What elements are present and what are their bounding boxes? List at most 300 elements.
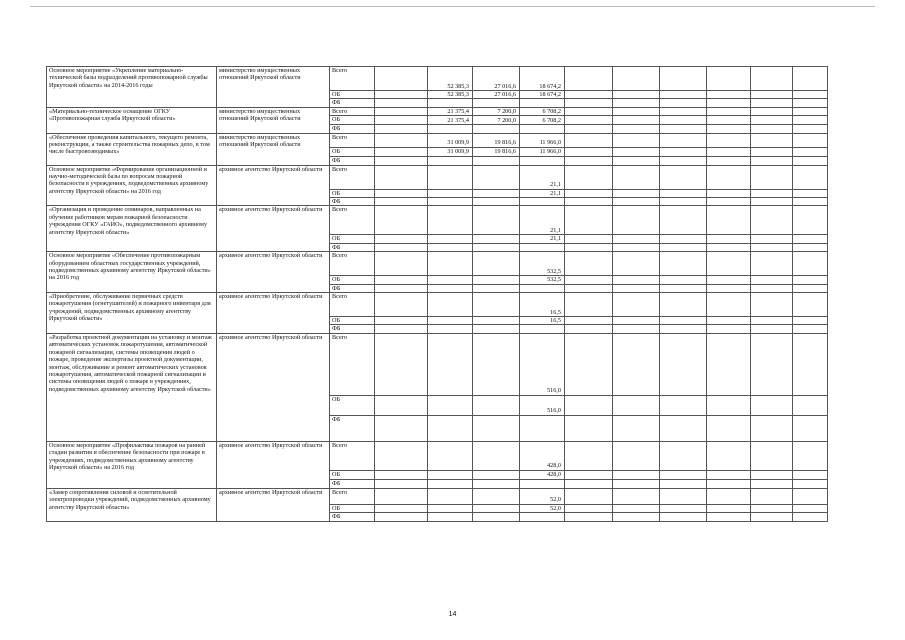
executor-cell: архивное агентство Иркутской области (217, 333, 330, 441)
empty-cell (793, 470, 828, 479)
funding-source-cell: ОБ (330, 395, 375, 415)
empty-cell (751, 293, 793, 317)
amount-cell: 516,0 (520, 395, 565, 415)
empty-cell (613, 198, 660, 206)
page-number: 14 (448, 611, 457, 618)
funding-source-cell: ФБ (330, 243, 375, 251)
funding-source-cell: Всего (330, 333, 375, 395)
amount-cell: 428,0 (520, 441, 565, 470)
empty-cell (707, 293, 751, 317)
amount-cell (520, 479, 565, 488)
funding-source-cell: ФБ (330, 198, 375, 206)
funding-source-cell: ОБ (330, 116, 375, 125)
empty-cell (707, 284, 751, 292)
empty-cell (707, 395, 751, 415)
empty-cell (751, 206, 793, 235)
amount-cell: 428,0 (520, 470, 565, 479)
empty-cell (707, 479, 751, 488)
empty-cell (707, 156, 751, 165)
empty-cell (751, 513, 793, 521)
empty-cell (751, 99, 793, 107)
empty-cell (751, 325, 793, 333)
funding-source-cell: ФБ (330, 156, 375, 165)
empty-cell (613, 67, 660, 91)
empty-cell (613, 317, 660, 325)
amount-cell: 31 009,9 (428, 147, 473, 156)
funding-source-cell: ФБ (330, 479, 375, 488)
budget-table (46, 66, 828, 522)
amount-cell: 16,5 (520, 317, 565, 325)
table-row (47, 206, 828, 235)
empty-cell (613, 243, 660, 251)
amount-cell (473, 125, 520, 133)
empty-cell (707, 333, 751, 395)
empty-cell (613, 395, 660, 415)
empty-cell (707, 99, 751, 107)
executor-cell: архивное агентство Иркутской области (217, 165, 330, 206)
amount-cell: 7 200,0 (473, 116, 520, 125)
empty-cell (707, 125, 751, 133)
amount-cell (520, 284, 565, 292)
amount-cell: 11 966,0 (520, 147, 565, 156)
empty-cell (565, 189, 613, 197)
empty-cell (793, 206, 828, 235)
empty-cell (565, 107, 613, 115)
empty-cell (613, 252, 660, 276)
amount-cell (473, 252, 520, 276)
executor-cell: министерство имущественных отношений Иркутской области (217, 133, 330, 165)
empty-cell (660, 133, 707, 147)
empty-cell (660, 125, 707, 133)
funding-source-cell: ФБ (330, 125, 375, 133)
empty-cell (565, 156, 613, 165)
empty-cell (707, 116, 751, 125)
amount-cell (520, 325, 565, 333)
amount-cell (428, 333, 473, 395)
empty-cell (707, 488, 751, 504)
amount-cell (428, 165, 473, 189)
empty-cell (613, 156, 660, 165)
amount-cell (520, 156, 565, 165)
executor-cell: архивное агентство Иркутской области (217, 252, 330, 293)
amount-cell: 27 016,6 (473, 91, 520, 99)
empty-cell (707, 91, 751, 99)
empty-cell (707, 147, 751, 156)
amount-cell (428, 198, 473, 206)
funding-source-cell: Всего (330, 293, 375, 317)
empty-cell (565, 165, 613, 189)
empty-cell (565, 513, 613, 521)
empty-cell (660, 189, 707, 197)
empty-cell (613, 513, 660, 521)
empty-cell (660, 206, 707, 235)
empty-cell (793, 125, 828, 133)
amount-cell: 52 385,3 (428, 67, 473, 91)
amount-cell (473, 325, 520, 333)
empty-cell (565, 470, 613, 479)
empty-cell (613, 189, 660, 197)
empty-cell (793, 415, 828, 441)
table-row (47, 107, 828, 115)
amount-cell (520, 243, 565, 251)
empty-cell (613, 147, 660, 156)
funding-source-cell: ОБ (330, 317, 375, 325)
empty-cell (613, 441, 660, 470)
amount-cell (428, 415, 473, 441)
amount-cell (428, 99, 473, 107)
empty-cell (793, 276, 828, 284)
empty-cell (793, 99, 828, 107)
empty-cell (660, 325, 707, 333)
amount-cell (428, 189, 473, 197)
empty-cell (660, 107, 707, 115)
empty-cell (565, 147, 613, 156)
empty-cell (660, 252, 707, 276)
amount-cell (473, 198, 520, 206)
empty-cell (660, 67, 707, 91)
empty-cell (793, 235, 828, 243)
empty-cell (793, 116, 828, 125)
empty-cell (707, 189, 751, 197)
empty-cell (660, 441, 707, 470)
empty-cell (613, 470, 660, 479)
table-row (47, 333, 828, 395)
amount-cell (428, 252, 473, 276)
empty-cell (565, 325, 613, 333)
empty-cell (565, 125, 613, 133)
empty-cell (565, 441, 613, 470)
amount-cell (473, 415, 520, 441)
empty-cell (751, 333, 793, 395)
empty-cell (751, 67, 793, 91)
empty-cell (707, 470, 751, 479)
empty-cell (660, 156, 707, 165)
amount-cell (473, 317, 520, 325)
empty-cell (660, 235, 707, 243)
empty-cell (660, 470, 707, 479)
amount-cell: 18 674,2 (520, 67, 565, 91)
empty-cell (660, 504, 707, 512)
funding-source-cell: Всего (330, 252, 375, 276)
empty-cell (565, 243, 613, 251)
empty-cell (613, 504, 660, 512)
empty-cell (751, 107, 793, 115)
amount-cell (428, 293, 473, 317)
empty-cell (751, 276, 793, 284)
measure-name-cell: «Материально-техническое оснащение ОГКУ «Противопожарная служба Иркутской области» (47, 107, 217, 133)
amount-cell (473, 333, 520, 395)
empty-cell (707, 317, 751, 325)
amount-cell (428, 395, 473, 415)
amount-cell: 52,0 (520, 504, 565, 512)
empty-cell (660, 198, 707, 206)
empty-cell (613, 206, 660, 235)
empty-cell (660, 116, 707, 125)
measure-name-cell: «Организация и проведение семинаров, направленных на обучение работников мерам пожарной безопасности учреждения ОГКУ «ГАИО», подведомственного архивному агентству Иркутской области» (47, 206, 217, 252)
amount-cell: 21,1 (520, 235, 565, 243)
funding-source-cell: ФБ (330, 513, 375, 521)
amount-cell: 21 375,4 (428, 107, 473, 115)
empty-cell (613, 284, 660, 292)
funding-source-cell: Всего (330, 165, 375, 189)
amount-cell (428, 284, 473, 292)
empty-cell (707, 325, 751, 333)
amount-cell: 21,1 (520, 206, 565, 235)
amount-cell: 21,1 (520, 189, 565, 197)
amount-cell (473, 276, 520, 284)
empty-cell (660, 284, 707, 292)
empty-cell (751, 284, 793, 292)
amount-cell (428, 488, 473, 504)
amount-cell (520, 513, 565, 521)
amount-cell: 19 816,6 (473, 147, 520, 156)
empty-cell (613, 125, 660, 133)
empty-cell (793, 479, 828, 488)
empty-cell (751, 156, 793, 165)
empty-cell (660, 488, 707, 504)
table-row (47, 488, 828, 504)
empty-cell (751, 189, 793, 197)
empty-cell (707, 235, 751, 243)
empty-cell (793, 395, 828, 415)
measure-name-cell: Основное мероприятие «Обеспечение противопожарным оборудованием областных государственных учреждений, подведомственных архивному агентству Иркутской области» на 2016 год (47, 252, 217, 293)
table-row (47, 293, 828, 317)
empty-cell (793, 198, 828, 206)
amount-cell (520, 198, 565, 206)
empty-cell (751, 317, 793, 325)
empty-cell (660, 317, 707, 325)
empty-cell (565, 395, 613, 415)
empty-cell (793, 107, 828, 115)
amount-cell (520, 99, 565, 107)
empty-cell (565, 284, 613, 292)
empty-cell (565, 293, 613, 317)
amount-cell: 516,0 (520, 333, 565, 395)
amount-cell (473, 504, 520, 512)
empty-cell (793, 317, 828, 325)
empty-cell (565, 276, 613, 284)
funding-source-cell: ОБ (330, 147, 375, 156)
empty-cell (613, 479, 660, 488)
empty-cell (793, 243, 828, 251)
empty-cell (707, 107, 751, 115)
funding-source-cell: ФБ (330, 415, 375, 441)
empty-cell (613, 235, 660, 243)
funding-source-cell: Всего (330, 107, 375, 115)
amount-cell: 18 674,2 (520, 91, 565, 99)
amount-cell: 52,0 (520, 488, 565, 504)
empty-cell (707, 243, 751, 251)
empty-cell (751, 252, 793, 276)
empty-cell (565, 317, 613, 325)
empty-cell (565, 133, 613, 147)
funding-source-cell: Всего (330, 488, 375, 504)
amount-cell (428, 243, 473, 251)
amount-cell (520, 125, 565, 133)
executor-cell: архивное агентство Иркутской области (217, 488, 330, 521)
empty-cell (565, 504, 613, 512)
empty-cell (793, 165, 828, 189)
empty-cell (793, 133, 828, 147)
measure-name-cell: «Приобретение, обслуживание первичных средств пожаротушения (огнетушителей) и пожарного инвентаря для учреждений, подведомственных архивному агентству Иркутской области» (47, 293, 217, 334)
empty-cell (613, 165, 660, 189)
funding-source-cell: Всего (330, 67, 375, 91)
empty-cell (565, 116, 613, 125)
amount-cell (428, 479, 473, 488)
empty-cell (613, 325, 660, 333)
amount-cell (428, 470, 473, 479)
table-row (47, 67, 828, 91)
empty-cell (660, 91, 707, 99)
empty-cell (793, 293, 828, 317)
empty-cell (660, 333, 707, 395)
empty-cell (565, 479, 613, 488)
executor-cell: архивное агентство Иркутской области (217, 206, 330, 252)
amount-cell (473, 243, 520, 251)
measure-name-cell: «Замер сопротивления силовой и осветительной электропроводки учреждений, подведомственных архивному агентству Иркутской области» (47, 488, 217, 521)
empty-cell (751, 441, 793, 470)
amount-cell (428, 441, 473, 470)
empty-cell (793, 252, 828, 276)
top-rule (30, 6, 875, 7)
empty-cell (707, 513, 751, 521)
empty-cell (793, 504, 828, 512)
empty-cell (751, 488, 793, 504)
table-row (47, 165, 828, 189)
amount-cell: 532,5 (520, 252, 565, 276)
amount-cell: 27 016,6 (473, 67, 520, 91)
empty-cell (751, 479, 793, 488)
empty-cell (751, 198, 793, 206)
amount-cell: 19 816,6 (473, 133, 520, 147)
executor-cell: архивное агентство Иркутской области (217, 293, 330, 334)
measure-name-cell: «Разработка проектной документации на установку и монтаж автоматических установок пожаротушения, автоматической пожарной сигнализации, системы оповещения людей о пожаре, проведение экспертизы проектной документации, монтаж, обслуживание и ремонт автоматических установок пожаротушения, автоматической пожарной сигнализации и системы оповещения людей о пожаре в учреждениях, подведомственных архивному агентству Иркутской области» (47, 333, 217, 441)
empty-cell (565, 91, 613, 99)
empty-cell (613, 488, 660, 504)
empty-cell (707, 133, 751, 147)
empty-cell (707, 276, 751, 284)
empty-cell (751, 415, 793, 441)
empty-cell (793, 91, 828, 99)
empty-cell (565, 235, 613, 243)
funding-source-cell: ОБ (330, 235, 375, 243)
measure-name-cell: Основное мероприятие «Формирование организационной и научно-методической базы по вопросам пожарной безопасности в учреждениях, подведомственных архивному агентству Иркутской области» на 2016 год (47, 165, 217, 206)
funding-source-cell: Всего (330, 133, 375, 147)
empty-cell (707, 504, 751, 512)
empty-cell (565, 333, 613, 395)
empty-cell (793, 156, 828, 165)
empty-cell (613, 133, 660, 147)
empty-cell (793, 284, 828, 292)
empty-cell (793, 513, 828, 521)
empty-cell (751, 147, 793, 156)
empty-cell (660, 243, 707, 251)
empty-cell (565, 67, 613, 91)
amount-cell: 11 966,0 (520, 133, 565, 147)
empty-cell (751, 125, 793, 133)
empty-cell (613, 276, 660, 284)
amount-cell (428, 156, 473, 165)
empty-cell (613, 116, 660, 125)
funding-source-cell: Всего (330, 441, 375, 470)
funding-source-cell: ОБ (330, 276, 375, 284)
amount-cell: 7 200,0 (473, 107, 520, 115)
empty-cell (660, 513, 707, 521)
measure-name-cell: Основное мероприятие «Укрепление материально-технической базы подразделений противопожарной службы Иркутской области» на 2014-2016 годы (47, 67, 217, 108)
amount-cell: 6 708,2 (520, 107, 565, 115)
amount-cell (473, 235, 520, 243)
empty-cell (660, 479, 707, 488)
empty-cell (751, 243, 793, 251)
amount-cell (473, 441, 520, 470)
empty-cell (751, 165, 793, 189)
amount-cell: 21,1 (520, 165, 565, 189)
executor-cell: архивное агентство Иркутской области (217, 441, 330, 488)
funding-source-cell: ФБ (330, 325, 375, 333)
funding-source-cell: Всего (330, 206, 375, 235)
amount-cell: 6 708,2 (520, 116, 565, 125)
amount-cell (473, 284, 520, 292)
empty-cell (613, 415, 660, 441)
measure-name-cell: Основное мероприятие «Профилактика пожаров на ранней стадии развития и обеспечение безопасности при пожаре в учреждениях, подведомственных архивному агентству Иркутской области» на 2016 год (47, 441, 217, 488)
executor-cell: министерство имущественных отношений Иркутской области (217, 67, 330, 108)
empty-cell (707, 206, 751, 235)
funding-source-cell: ОБ (330, 470, 375, 479)
amount-cell (473, 395, 520, 415)
empty-cell (793, 333, 828, 395)
table-row (47, 133, 828, 147)
empty-cell (565, 198, 613, 206)
empty-cell (565, 252, 613, 276)
empty-cell (660, 165, 707, 189)
empty-cell (613, 293, 660, 317)
amount-cell (428, 125, 473, 133)
empty-cell (565, 488, 613, 504)
amount-cell: 31 009,9 (428, 133, 473, 147)
empty-cell (793, 325, 828, 333)
empty-cell (660, 147, 707, 156)
executor-cell: министерство имущественных отношений Иркутской области (217, 107, 330, 133)
empty-cell (751, 395, 793, 415)
amount-cell (428, 276, 473, 284)
amount-cell (473, 206, 520, 235)
measure-name-cell: «Обеспечение проведения капитального, текущего ремонта, реконструкции, а также строительства пожарных депо, в том числе быстровозводимых» (47, 133, 217, 165)
amount-cell (473, 470, 520, 479)
empty-cell (751, 470, 793, 479)
empty-cell (707, 198, 751, 206)
funding-source-cell: ФБ (330, 99, 375, 107)
empty-cell (613, 107, 660, 115)
empty-cell (707, 441, 751, 470)
empty-cell (751, 504, 793, 512)
empty-cell (751, 116, 793, 125)
empty-cell (793, 67, 828, 91)
empty-cell (707, 67, 751, 91)
funding-source-cell: ОБ (330, 189, 375, 197)
empty-cell (751, 91, 793, 99)
amount-cell: 21 375,4 (428, 116, 473, 125)
empty-cell (751, 133, 793, 147)
empty-cell (660, 395, 707, 415)
amount-cell (473, 488, 520, 504)
empty-cell (613, 99, 660, 107)
empty-cell (793, 189, 828, 197)
amount-cell (473, 513, 520, 521)
amount-cell (473, 189, 520, 197)
amount-cell (473, 293, 520, 317)
amount-cell: 532,5 (520, 276, 565, 284)
empty-cell (565, 99, 613, 107)
